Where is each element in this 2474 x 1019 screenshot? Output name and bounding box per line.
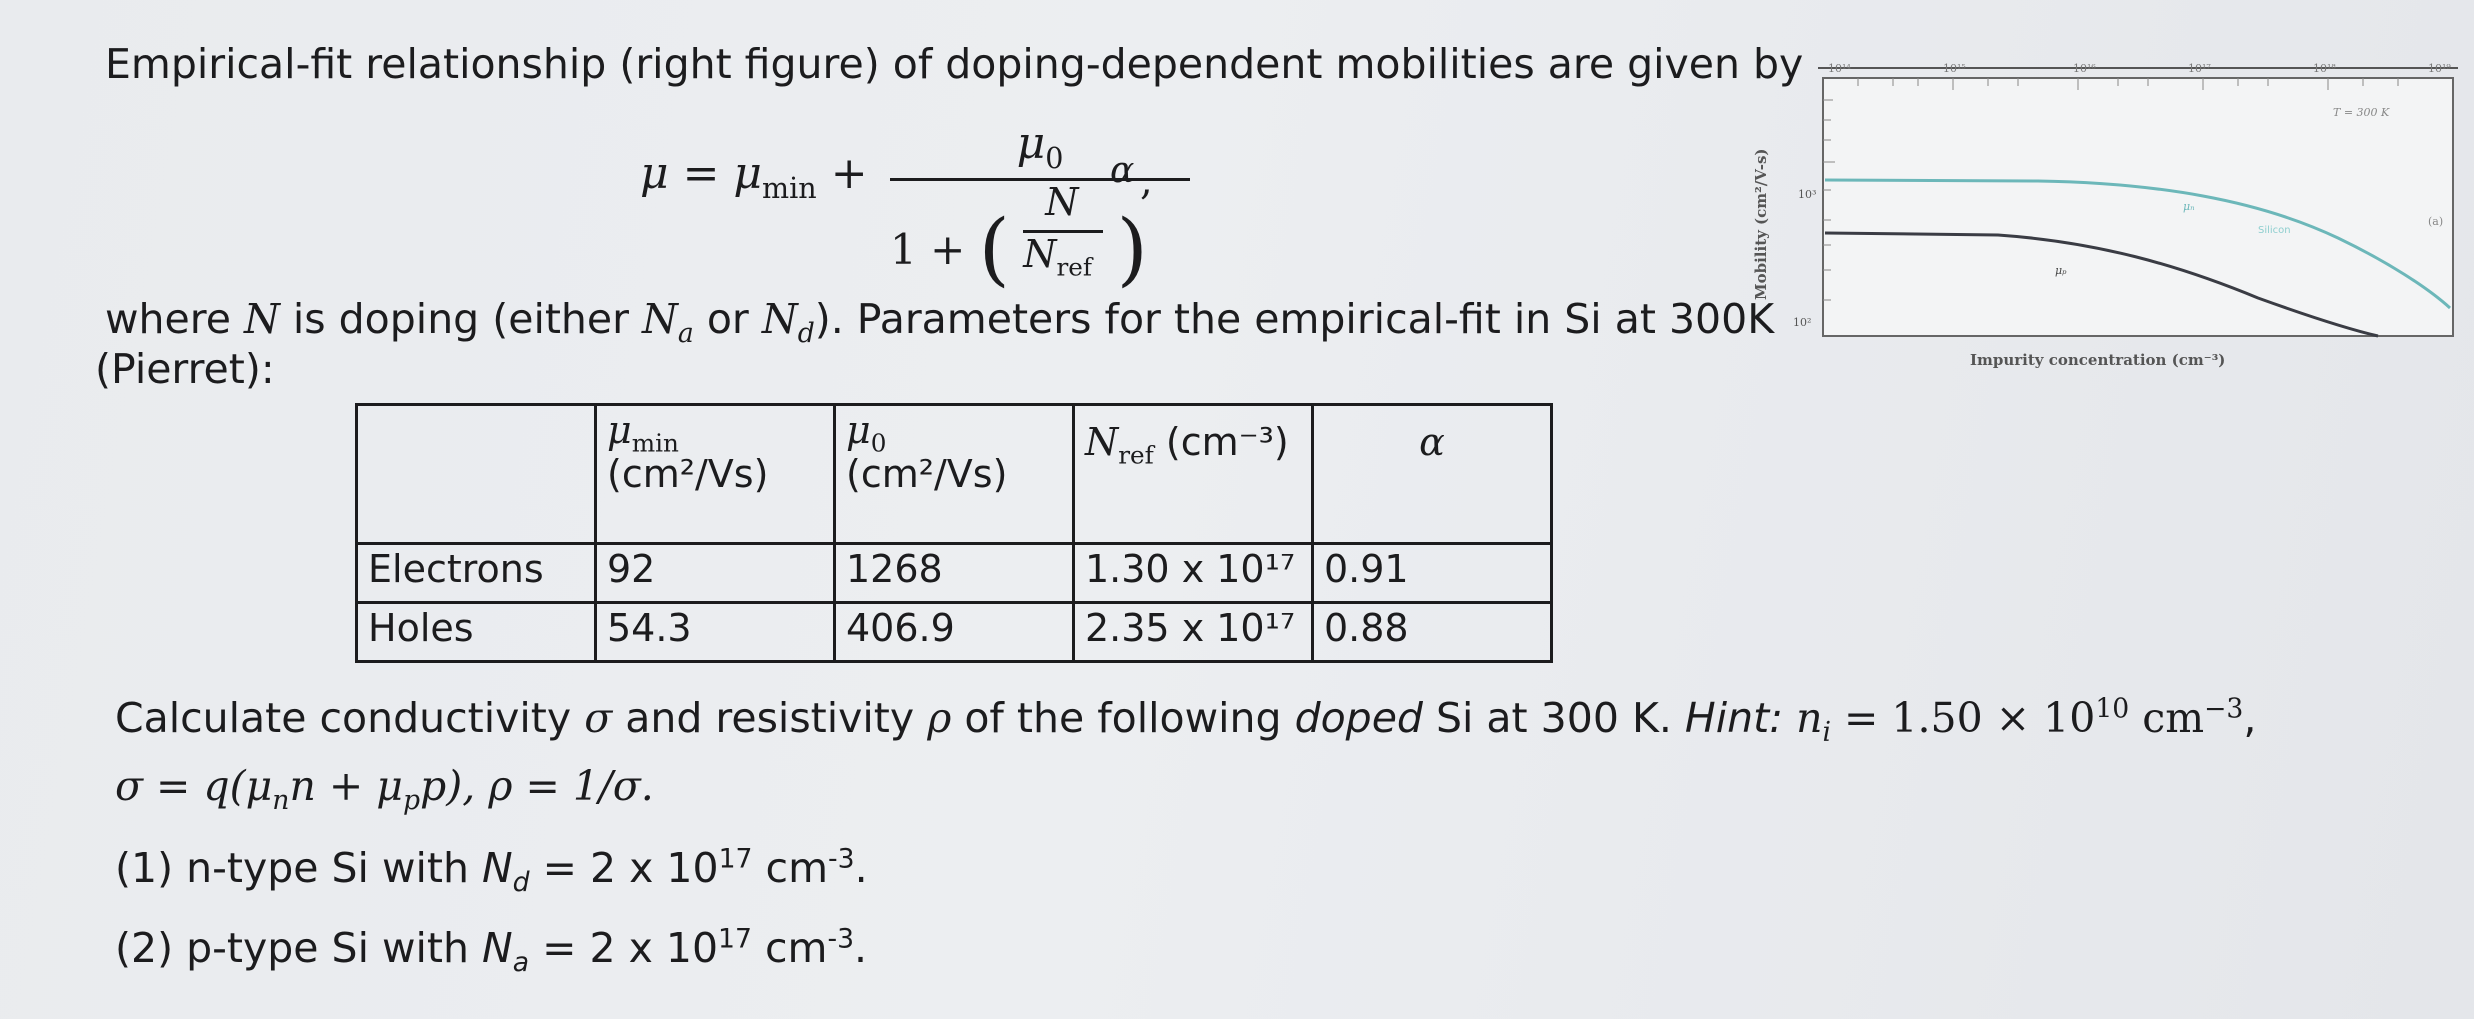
where-Nd-sub: d [797, 318, 815, 350]
cell-electrons-mu-0: 1268 [835, 544, 1074, 603]
part-1 [115, 842, 868, 899]
paren-left: ( [978, 202, 1010, 295]
top-tick-label: 10¹⁸ [2313, 62, 2336, 75]
header-n-ref-symbol: N [1085, 420, 1119, 464]
part2-prefix: (2) p-type Si with [115, 924, 483, 972]
q-text-b: and resistivity [612, 694, 928, 742]
part2-unit: cm [751, 924, 828, 972]
q-text-c: of the following [951, 694, 1295, 742]
formula-lhs-text: μ = μ [640, 148, 763, 199]
header-mu-0-symbol: μ [846, 408, 871, 452]
cell-electrons-n-ref: 1.30 x 10¹⁷ [1074, 544, 1313, 603]
q-sigma: σ [584, 694, 613, 742]
where-part4: ). Parameters for the empirical-fit in Si at 300K [814, 295, 1775, 343]
ratio-bottom-sub: ref [1056, 252, 1093, 282]
q-ni-exp: 10 [2095, 693, 2130, 725]
hole-series-label: μₚ [2055, 264, 2067, 277]
part2-exp: 17 [718, 923, 752, 955]
q2-a: σ = q(μ [115, 762, 273, 810]
table-row [357, 544, 1552, 603]
header-n-ref-sub: ref [1118, 440, 1154, 470]
formula-lhs [640, 148, 868, 205]
part2-value: = 2 x 10 [529, 924, 719, 972]
part1-value: = 2 x 10 [529, 844, 719, 892]
x-axis-label: Impurity concentration (cm⁻³) [1970, 351, 2226, 369]
q-hint: Hint: [1684, 694, 1784, 742]
where-Na: N [642, 295, 678, 343]
part2-unit-exp: -3 [827, 923, 855, 955]
header-n-ref [1074, 405, 1313, 544]
part1-exp: 17 [718, 843, 753, 875]
part1-N: N [481, 844, 513, 892]
part1-end: . [854, 844, 868, 892]
q-rho: ρ [927, 694, 952, 742]
q-ni-val: = 1.50 × 10 [1831, 694, 2096, 742]
y-axis-label: Mobility (cm²/V-s) [1752, 148, 1770, 300]
part1-sub: d [512, 867, 530, 899]
mobility-plot [1738, 50, 2458, 390]
cell-electrons-mu-min: 92 [596, 544, 835, 603]
header-mu-min [596, 405, 835, 544]
cell-holes-mu-0: 406.9 [835, 603, 1074, 662]
where-Nd: N [761, 295, 798, 343]
formula-denominator [890, 179, 1210, 298]
part1-unit-exp: -3 [828, 843, 855, 875]
header-mu-min-unit: (cm²/Vs) [607, 452, 769, 496]
header-alpha-symbol: α [1419, 420, 1445, 464]
pierret-line: (Pierret): [95, 345, 275, 393]
question-line1 [115, 692, 2257, 749]
q-text-a: Calculate conductivity [115, 694, 585, 742]
where-line [105, 293, 1775, 350]
numerator-mu: μ [1016, 118, 1046, 169]
header-mu-min-sub: min [631, 428, 679, 458]
denominator-one: 1 + [890, 225, 966, 274]
part2-N: N [482, 924, 513, 972]
cell-holes-alpha: 0.88 [1313, 603, 1552, 662]
parameter-table [355, 403, 1553, 663]
q-ni: n [1783, 694, 1823, 742]
panel-label: (a) [2428, 215, 2444, 228]
header-empty-cell [357, 405, 596, 544]
table-header-row [357, 405, 1552, 544]
q-doped: doped [1294, 694, 1423, 742]
formula-plus: + [816, 148, 868, 199]
table-row [357, 603, 1552, 662]
q2-p-sub: p [402, 785, 421, 817]
question-line2 [115, 760, 654, 817]
part2-sub: a [512, 947, 530, 979]
cell-electrons-alpha: 0.91 [1313, 544, 1552, 603]
formula-comma: , [1140, 158, 1153, 204]
where-N: N [243, 295, 280, 343]
top-tick-label: 10¹⁴ [1828, 62, 1851, 75]
header-mu-0-unit: (cm²/Vs) [846, 452, 1008, 496]
ratio [1023, 179, 1103, 282]
where-part3: or [693, 295, 762, 343]
cell-holes-n-ref: 2.35 x 10¹⁷ [1074, 603, 1313, 662]
top-tick-label: 10¹⁷ [2188, 62, 2211, 75]
top-tick-label: 10¹⁹ [2428, 62, 2451, 75]
temperature-label: T = 300 K [2333, 106, 2390, 119]
ratio-bottom [1023, 231, 1093, 282]
row-label-electrons: Electrons [357, 544, 596, 603]
top-tick-label: 10¹⁶ [2073, 62, 2096, 75]
q-text-d: Si at 300 K. [1422, 694, 1685, 742]
y-tick-label: 10² [1793, 316, 1812, 329]
q2-b: n + μ [289, 762, 403, 810]
part2-end: . [854, 924, 868, 972]
part1-unit: cm [752, 844, 829, 892]
header-mu-0 [835, 405, 1074, 544]
q-ni-unit-exp: −3 [2204, 693, 2244, 725]
formula-lhs-sub: min [762, 170, 817, 205]
top-tick-label: 10¹⁵ [1943, 62, 1966, 75]
where-Na-sub: a [677, 318, 694, 350]
header-alpha [1313, 405, 1552, 544]
q2-c: p), ρ = 1/σ. [420, 762, 654, 810]
numerator-sub: 0 [1045, 140, 1064, 175]
paren-right: ) [1116, 202, 1148, 295]
q-ni-unit: cm [2129, 694, 2205, 742]
cell-holes-mu-min: 54.3 [596, 603, 835, 662]
header-mu-0-sub: 0 [870, 428, 887, 458]
mobility-figure [1738, 50, 2458, 390]
where-part1: where [105, 295, 244, 343]
where-part2: is doping (either [279, 295, 643, 343]
q2-n-sub: n [272, 785, 290, 817]
formula-exponent: α [1110, 150, 1135, 191]
header-mu-min-symbol: μ [607, 408, 632, 452]
row-label-holes: Holes [357, 603, 596, 662]
ratio-top: N [1045, 179, 1079, 224]
part1-prefix: (1) n-type Si with [115, 844, 482, 892]
q-ni-sub: i [1822, 717, 1832, 749]
electron-series-label: μₙ [2183, 200, 2195, 213]
q-comma: , [2243, 694, 2257, 742]
header-n-ref-unit: (cm⁻³) [1153, 420, 1289, 464]
mobility-formula [640, 110, 1200, 295]
silicon-curve-label: Silicon [2258, 225, 2291, 236]
intro-text: Empirical-fit relationship (right figure) of doping-dependent mobilities are given by [105, 40, 1804, 88]
part-2 [115, 922, 868, 979]
y-tick-label: 10³ [1798, 188, 1817, 201]
ratio-bottom-n: N [1023, 231, 1057, 276]
